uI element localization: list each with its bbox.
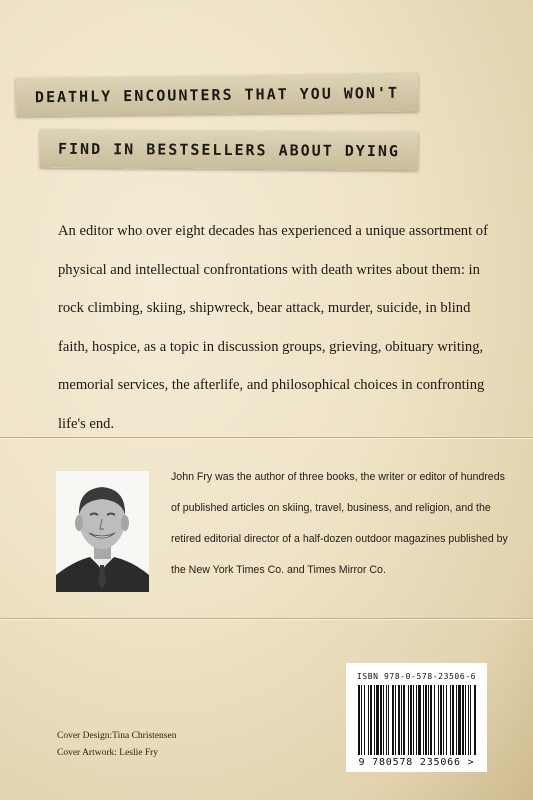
divider-top bbox=[0, 437, 533, 438]
barcode-bar bbox=[418, 685, 421, 755]
barcode-bar bbox=[392, 685, 394, 755]
barcode-bar bbox=[470, 685, 471, 755]
barcode-bars bbox=[346, 663, 487, 772]
barcode-bar bbox=[401, 685, 402, 755]
tagline-strip-2 bbox=[40, 130, 418, 171]
barcode-bar bbox=[398, 685, 400, 755]
barcode-bar bbox=[425, 685, 427, 755]
barcode-bar bbox=[403, 685, 405, 755]
barcode-bar bbox=[413, 685, 414, 755]
barcode-bar bbox=[386, 685, 387, 755]
barcode-bar bbox=[456, 685, 457, 755]
barcode-bar bbox=[410, 685, 412, 755]
cover-credits bbox=[57, 728, 176, 762]
barcode-bar bbox=[468, 685, 469, 755]
barcode-bar bbox=[408, 685, 409, 755]
barcode-bar bbox=[376, 685, 379, 755]
tagline-line-1: DEATHLY ENCOUNTERS THAT YOU WON'T bbox=[34, 83, 400, 107]
cover-artwork-credit: Cover Artwork: Leslie Fry bbox=[57, 748, 159, 758]
barcode-bar bbox=[423, 685, 424, 755]
barcode-bar bbox=[383, 685, 384, 755]
isbn-label: ISBN 978-0-578-23506-6 bbox=[356, 672, 477, 681]
barcode-bar bbox=[428, 685, 429, 755]
barcode-bar bbox=[430, 685, 432, 755]
divider-bottom bbox=[0, 618, 533, 619]
isbn-barcode bbox=[346, 663, 487, 772]
author-bio: John Fry was the author of three books, the writer or editor of hundreds of published articles on skiing, travel, business, and religion, and the retired editorial director of a half-dozen outdoor magazines published by the New York Times Co. and Times Mirror Co. bbox=[171, 471, 508, 576]
author-photo bbox=[56, 471, 149, 592]
barcode-bar bbox=[465, 685, 466, 755]
barcode-bar bbox=[438, 685, 439, 755]
tagline-strip-1 bbox=[16, 74, 418, 117]
barcode-bar bbox=[380, 685, 382, 755]
barcode-bar bbox=[440, 685, 442, 755]
barcode-bar bbox=[452, 685, 454, 755]
cover-design-credit: Cover Design:Tina Christensen bbox=[57, 731, 177, 741]
barcode-bar bbox=[388, 685, 389, 755]
barcode-bar bbox=[364, 685, 365, 755]
barcode-bar bbox=[443, 685, 444, 755]
barcode-bar bbox=[434, 685, 435, 755]
barcode-bar bbox=[458, 685, 461, 755]
barcode-bar bbox=[416, 685, 417, 755]
isbn-digits: 9 780578 235066 > bbox=[358, 757, 475, 768]
barcode-bar bbox=[370, 685, 372, 755]
barcode-bar bbox=[446, 685, 447, 755]
barcode-bar bbox=[358, 685, 360, 755]
barcode-bar bbox=[450, 685, 451, 755]
barcode-bar bbox=[395, 685, 396, 755]
barcode-bar bbox=[462, 685, 464, 755]
barcode-bar bbox=[361, 685, 362, 755]
book-description: An editor who over eight decades has experienced a unique assortment of physical and intellectual confrontations with death writes about them: in rock climbing, skiing, shipwreck, bear attack, murder, suicide, in blind faith, hospice, as a topic in discussion groups, grieving, obituary writing, memorial services, the afterlife, and philosophical choices in confronting life's end. bbox=[58, 223, 488, 432]
barcode-bar bbox=[368, 685, 369, 755]
barcode-bar bbox=[374, 685, 375, 755]
barcode-bar bbox=[474, 685, 476, 755]
tagline-line-2: FIND IN BESTSELLERS ABOUT DYING bbox=[57, 139, 401, 161]
